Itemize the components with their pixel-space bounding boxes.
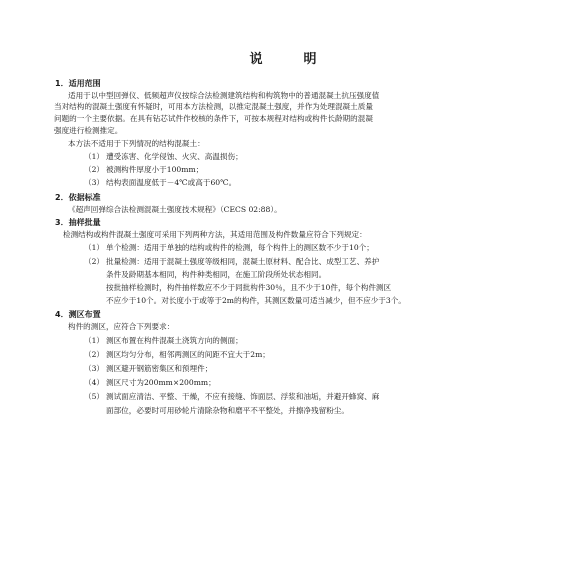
section-4-intro: 构件的测区，应符合下列要求： [68,322,175,331]
list-item-text: 结构表面温度低于－4℃或高于60℃。 [106,178,237,187]
list-item [84,336,243,346]
list-item-continuation: 不应少于10个。对长度小于或等于2m的构件，其测区数量可适当减少，但不应少于3个。 [106,296,406,305]
list-item [84,165,203,175]
section-4-heading: 4．测区布置 [55,310,101,319]
list-item-number: （1） [84,152,105,161]
list-item [84,350,270,360]
list-item-number: （3） [84,364,105,373]
section-3-heading: 3．抽样批量 [55,218,101,227]
section-1-paragraph-line: 适用于以中型回弹仪、低频超声仪按综合法检测建筑结构和构筑物中的普通混凝土抗压强度值 [68,91,380,100]
section-1-exclusion-intro: 本方法不适用于下列情况的结构混凝土： [68,139,205,148]
list-item-number: （4） [84,378,105,387]
list-item-text: 测试面应清洁、平整、干燥，不应有接缝、饰面层、浮浆和油垢，并避开蜂窝、麻 [106,392,380,401]
list-item [84,243,374,253]
list-item-text: 测区均匀分布，相邻两测区的间距不宜大于2m； [106,350,270,359]
list-item [84,178,236,188]
list-item-continuation: 面部位，必要时可用砂轮片清除杂物和磨平不平整处，并擦净残留粉尘。 [106,406,349,415]
list-item [84,257,379,267]
list-item-text: 批量检测：适用于混凝土强度等级相同，混凝土原材料、配合比、成型工艺、养护 [106,257,380,266]
section-2-standard: 《超声回弹综合法检测混凝土强度技术规程》（CECS 02:88）。 [68,205,282,214]
list-item-text: 测区布置在构件混凝土浇筑方向的侧面； [106,336,243,345]
list-item-number: （1） [84,243,105,252]
list-item-text: 单个检测：适用于单独的结构或构件的检测，每个构件上的测区数不少于10个； [106,243,374,252]
section-1-paragraph-line: 强度进行检测推定。 [54,126,123,135]
list-item-number: （2） [84,257,105,266]
list-item-number: （2） [84,165,105,174]
section-1-heading: 1．适用范围 [55,79,101,88]
page-title: 说 明 [249,52,331,67]
list-item-continuation: 条件及龄期基本相同，构件种类相同，在施工阶段所处状态相同。 [106,270,327,279]
list-item-continuation: 按批抽样检测时，构件抽样数应不少于同批构件30％，且不少于10件，每个构件测区 [106,283,392,292]
section-2-heading: 2．依据标准 [55,193,101,202]
list-item [84,364,212,374]
list-item [84,392,379,402]
section-1-paragraph-line: 问题的一个主要依据。在具有钻芯试件作校核的条件下，可按本规程对结构或构件长龄期的混凝 [54,114,373,123]
list-item [84,152,243,162]
list-item-text: 遭受冻害、化学侵蚀、火灾、高温损伤； [106,152,243,161]
list-item-text: 被测构件厚度小于100mm； [106,165,204,174]
list-item-number: （1） [84,336,105,345]
list-item-number: （3） [84,178,105,187]
list-item [84,378,216,388]
list-item-number: （5） [84,392,105,401]
list-item-number: （2） [84,350,105,359]
list-item-text: 测区避开钢筋密集区和预埋件； [106,364,213,373]
section-1-paragraph-line: 当对结构的混凝土强度有怀疑时，可用本方法检测，以推定混凝土强度，并作为处理混凝土质量 [54,102,373,111]
section-3-paragraph-line: 检测结构或构件混凝土强度可采用下列两种方法，其适用范围及构件数量应符合下列规定： [63,230,367,239]
list-item-text: 测区尺寸为200mm×200mm； [106,378,216,387]
